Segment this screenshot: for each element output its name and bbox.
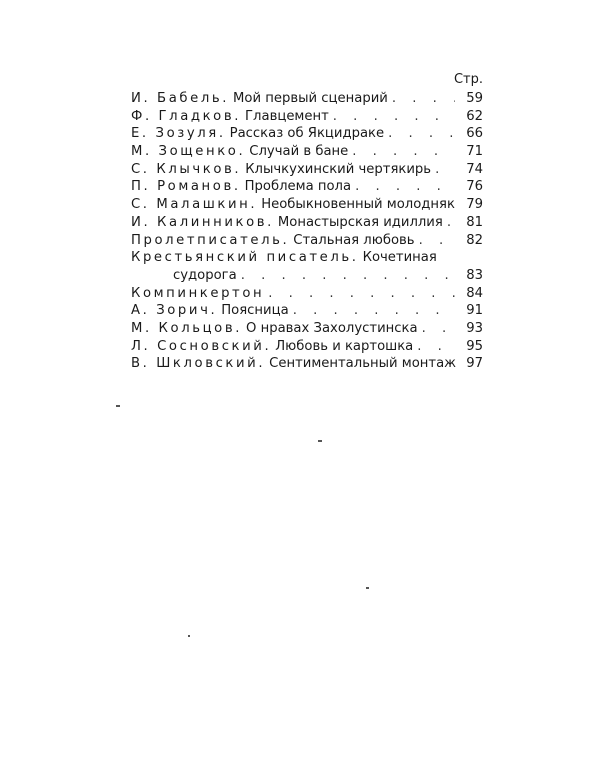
- toc-entry: [131, 285, 483, 303]
- toc-entry-continuation: [131, 267, 483, 285]
- toc-entry: [131, 196, 483, 214]
- entry-page-number: 97: [466, 356, 483, 372]
- entry-author: И. Бабель.: [131, 91, 230, 106]
- page-column-header: Стр.: [453, 72, 483, 87]
- scan-speck: [318, 440, 322, 442]
- toc-entry: [131, 178, 483, 196]
- entry-author: Л. Сосновский.: [131, 338, 272, 354]
- dot-leader: [419, 232, 455, 250]
- toc-entry: [131, 214, 483, 232]
- toc-entry: [131, 108, 483, 126]
- entry-title: Клычкухинский чертякирь: [245, 161, 432, 177]
- entry-title: Сентиментальный монтаж: [269, 356, 457, 372]
- table-of-contents: [131, 70, 483, 373]
- entry-page-number: 93: [466, 320, 483, 336]
- entry-page-number: 82: [466, 232, 483, 248]
- toc-entry: [131, 125, 483, 143]
- entry-page-number: 74: [466, 161, 483, 177]
- dot-leader: [268, 285, 455, 303]
- entry-title: Поясница: [221, 303, 289, 319]
- entry-page-number: 66: [466, 126, 483, 142]
- toc-entry: [131, 143, 483, 161]
- dot-leader: [333, 108, 455, 126]
- dot-leader: [422, 320, 455, 338]
- entry-title: Необыкновенный молодняк: [261, 197, 455, 213]
- entry-page-number: 62: [466, 108, 483, 124]
- entry-title: Кочетиная: [362, 250, 437, 266]
- entry-title-continued: судорога: [173, 267, 237, 283]
- entry-page-number: 59: [466, 91, 483, 106]
- entry-title: Случай в бане: [249, 144, 349, 160]
- entry-page-number: 71: [466, 144, 483, 160]
- scan-speck: [366, 587, 369, 589]
- entry-title: Главцемент: [245, 108, 329, 124]
- entry-title: Проблема пола: [244, 179, 352, 195]
- toc-entry: [131, 232, 483, 250]
- entry-author: С. Клычков.: [131, 161, 242, 177]
- dot-leader: [241, 267, 455, 285]
- dot-leader: [392, 90, 455, 108]
- entry-author: П. Романов.: [131, 179, 241, 195]
- entry-author: В. Шкловский.: [131, 356, 266, 372]
- entry-title: Монастырская идиллия: [277, 214, 443, 230]
- entry-page-number: 83: [466, 267, 483, 283]
- scan-speck: [188, 635, 190, 637]
- dot-leader: [293, 302, 455, 320]
- entry-title: Любовь и картошка: [275, 338, 414, 354]
- entry-author: Компинкертон: [131, 285, 265, 301]
- dot-leader: [417, 338, 455, 356]
- entry-author: С. Малашкин.: [131, 197, 258, 213]
- toc-entry: [131, 320, 483, 338]
- dot-leader: [352, 143, 455, 161]
- toc-entry: [131, 355, 483, 373]
- toc-entry: [131, 90, 483, 108]
- entry-title: Рассказ об Якцидраке: [229, 126, 385, 142]
- entry-page-number: 76: [466, 179, 483, 195]
- entry-page-number: 81: [466, 214, 483, 230]
- dot-leader: [355, 178, 455, 196]
- entry-title: Мой первый сценарий: [233, 91, 388, 106]
- entry-page-number: 95: [466, 338, 483, 354]
- entry-author: Пролетписатель.: [131, 232, 290, 248]
- entry-title: О нравах Захолустинска: [246, 320, 418, 336]
- entry-author: Крестьянский писатель.: [131, 250, 359, 266]
- toc-entry: [131, 338, 483, 356]
- entry-page-number: 91: [466, 303, 483, 319]
- dot-leader: [435, 161, 455, 179]
- entry-author: М. Кольцов.: [131, 320, 243, 336]
- dot-leader: [447, 214, 455, 232]
- toc-entry: [131, 161, 483, 179]
- entry-author: Е. Зозуля.: [131, 126, 226, 142]
- entry-author: И. Калинников.: [131, 214, 274, 230]
- scan-speck: [116, 405, 120, 407]
- entry-author: Ф. Гладков.: [131, 108, 242, 124]
- entry-page-number: 84: [466, 285, 483, 301]
- entry-page-number: 79: [466, 197, 483, 213]
- entry-author: А. Зорич.: [131, 303, 218, 319]
- entry-author: М. Зощенко.: [131, 144, 246, 160]
- entry-title: Стальная любовь: [293, 232, 415, 248]
- toc-entry: [131, 249, 483, 267]
- dot-leader: [388, 125, 455, 143]
- toc-entry: [131, 302, 483, 320]
